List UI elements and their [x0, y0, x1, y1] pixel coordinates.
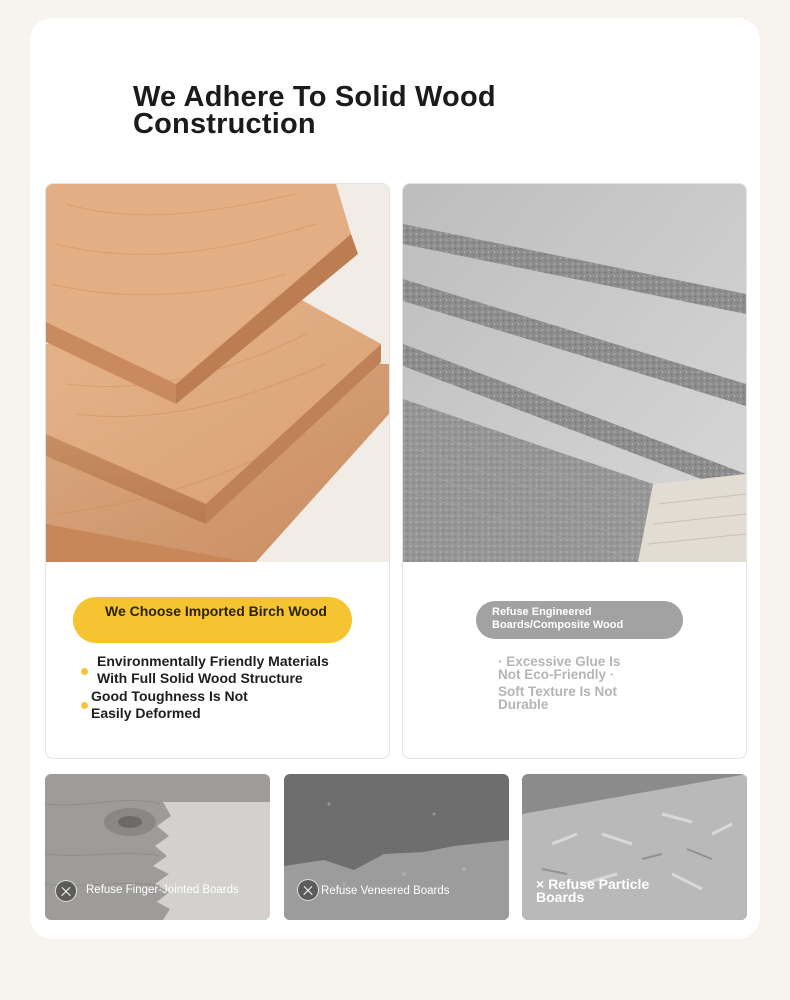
point-excessive-glue: · Excessive Glue Is Not Eco-Friendly ·: [498, 654, 621, 682]
particle-board-card: [522, 774, 747, 920]
finger-jointed-board-card: [45, 774, 270, 920]
veneered-label: Refuse Veneered Boards: [321, 885, 450, 897]
bullet-toughness: Good Toughness Is Not Easily Deformed: [91, 688, 248, 721]
page-title: We Adhere To Solid Wood Construction: [133, 81, 496, 140]
bullet-dot: [81, 702, 88, 709]
birch-boards-image: [46, 184, 389, 562]
veneered-board-image: [284, 774, 509, 920]
finger-jointed-label: Refuse Finger-Jointed Boards: [86, 884, 239, 896]
particle-board-label: × Refuse Particle Boards: [536, 876, 650, 905]
composite-wood-panel: [402, 183, 747, 759]
composite-wood-badge: Refuse Engineered Boards/Composite Wood: [476, 601, 683, 639]
close-circle-icon: [55, 880, 77, 902]
finger-jointed-board-image: [45, 774, 270, 920]
veneered-board-card: [284, 774, 509, 920]
solid-wood-panel: [45, 183, 390, 759]
particle-board-stack-image: [403, 184, 746, 562]
point-soft-texture: Soft Texture Is Not Durable: [498, 684, 618, 712]
bullet-eco-friendly: Environmentally Friendly Materials With Full Solid Wood Structure: [97, 653, 329, 686]
bullet-dot: [81, 668, 88, 675]
birch-wood-badge: We Choose Imported Birch Wood: [73, 597, 352, 643]
close-circle-icon: [297, 879, 319, 901]
